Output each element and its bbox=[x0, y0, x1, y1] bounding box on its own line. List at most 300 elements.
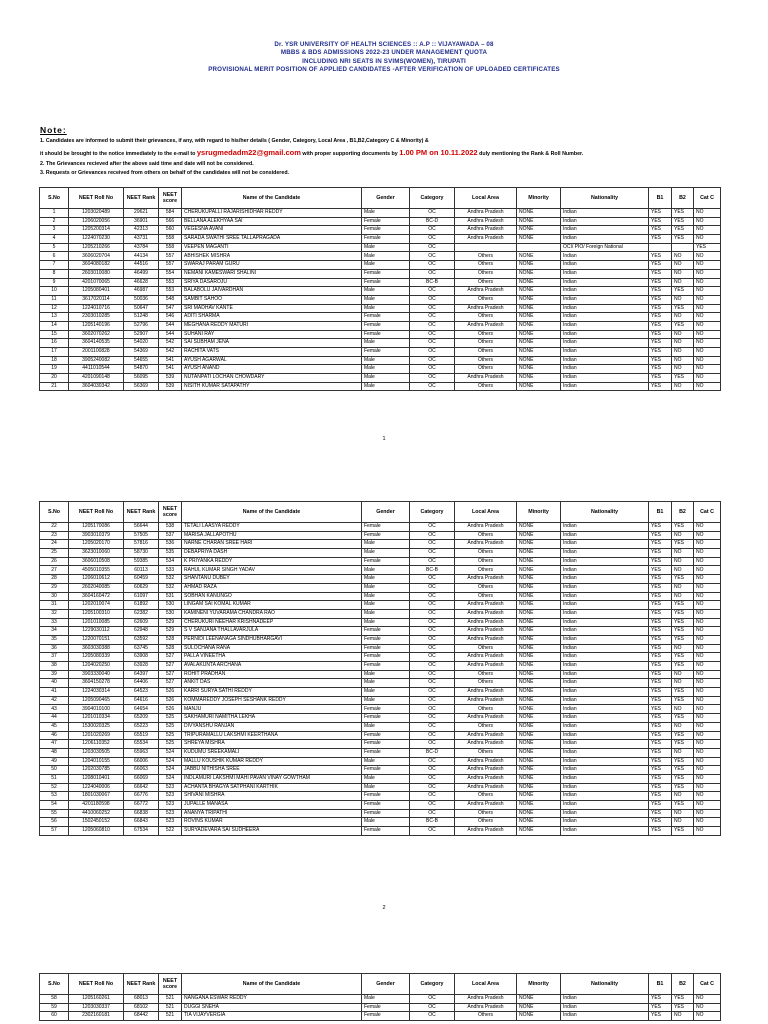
cell-catc: NO bbox=[694, 679, 721, 688]
cell-sno: 45 bbox=[40, 722, 69, 731]
cell-rank: 63592 bbox=[124, 635, 159, 644]
cell-gender: Male bbox=[362, 679, 410, 688]
cell-local: Others bbox=[455, 365, 517, 374]
cell-local: Others bbox=[455, 261, 517, 270]
cell-local: Others bbox=[455, 809, 517, 818]
cell-gender: Male bbox=[362, 540, 410, 549]
column-header-name: Name of the Candidate bbox=[182, 974, 362, 995]
cell-catc: NO bbox=[694, 321, 721, 330]
cell-b1: YES bbox=[649, 592, 672, 601]
cell-b2: YES bbox=[672, 731, 694, 740]
cell-rank: 52907 bbox=[124, 330, 159, 339]
cell-b2: YES bbox=[672, 540, 694, 549]
cell-catc: NO bbox=[694, 278, 721, 287]
cell-name: VEEPEN MAGANTI bbox=[182, 243, 362, 252]
note-line-2-c: duly mentioning the Rank & Roll Number. bbox=[479, 151, 584, 157]
cell-roll: 1204010155 bbox=[69, 757, 124, 766]
cell-score: 523 bbox=[159, 818, 182, 827]
cell-roll: 3903330040 bbox=[69, 670, 124, 679]
cell-local: Others bbox=[455, 313, 517, 322]
cell-nationality: Indian bbox=[561, 566, 649, 575]
cell-roll: 3904010100 bbox=[69, 705, 124, 714]
cell-nationality: Indian bbox=[561, 801, 649, 810]
cell-nationality: Indian bbox=[561, 774, 649, 783]
table-row bbox=[40, 670, 721, 679]
cell-minority: NONE bbox=[517, 531, 561, 540]
page-number-1: 1 bbox=[382, 436, 386, 442]
cell-sno: 15 bbox=[40, 330, 69, 339]
cell-name: AVALAKUNTA ARCHANA bbox=[182, 662, 362, 671]
cell-sno: 35 bbox=[40, 635, 69, 644]
cell-category: BC-D bbox=[410, 217, 455, 226]
cell-rank: 62609 bbox=[124, 618, 159, 627]
cell-gender: Male bbox=[362, 295, 410, 304]
column-header-gender: Gender bbox=[362, 974, 410, 995]
cell-category: OC bbox=[410, 382, 455, 391]
cell-sno: 25 bbox=[40, 549, 69, 558]
cell-gender: Female bbox=[362, 731, 410, 740]
cell-nationality: Indian bbox=[561, 1003, 649, 1012]
cell-category: BC-B bbox=[410, 566, 455, 575]
cell-sno: 49 bbox=[40, 757, 69, 766]
table-row bbox=[40, 566, 721, 575]
cell-b2: YES bbox=[672, 374, 694, 383]
cell-catc: NO bbox=[694, 209, 721, 218]
table-row bbox=[40, 722, 721, 731]
cell-category: OC bbox=[410, 523, 455, 532]
cell-gender: Female bbox=[362, 217, 410, 226]
cell-b2: NO bbox=[672, 679, 694, 688]
cell-minority: NONE bbox=[517, 688, 561, 697]
cell-score: 548 bbox=[159, 295, 182, 304]
cell-name: KOMMAREDDY JOSEPH SESHANK REDDY bbox=[182, 696, 362, 705]
cell-name: NISITH KUMAR SATAPATHY bbox=[182, 382, 362, 391]
cell-nationality: Indian bbox=[561, 382, 649, 391]
cell-sno: 13 bbox=[40, 313, 69, 322]
note-line-2-b: with proper supporting documents by bbox=[302, 151, 398, 157]
cell-roll: 4201180598 bbox=[69, 801, 124, 810]
cell-gender: Male bbox=[362, 618, 410, 627]
cell-local: Andhra Pradesh bbox=[455, 523, 517, 532]
cell-rank: 43784 bbox=[124, 243, 159, 252]
cell-sno: 7 bbox=[40, 261, 69, 270]
table-row bbox=[40, 313, 721, 322]
cell-b1: YES bbox=[649, 783, 672, 792]
cell-name: SRIYA DASAROJU bbox=[182, 278, 362, 287]
cell-nationality: Indian bbox=[561, 295, 649, 304]
cell-score: 525 bbox=[159, 714, 182, 723]
column-header-nationality: Nationality bbox=[561, 188, 649, 209]
cell-rank: 57816 bbox=[124, 540, 159, 549]
cell-gender: Male bbox=[362, 382, 410, 391]
cell-minority: NONE bbox=[517, 252, 561, 261]
cell-rank: 46987 bbox=[124, 287, 159, 296]
cell-sno: 43 bbox=[40, 705, 69, 714]
cell-rank: 63928 bbox=[124, 662, 159, 671]
cell-rank: 66006 bbox=[124, 757, 159, 766]
cell-catc: NO bbox=[694, 339, 721, 348]
cell-score: 526 bbox=[159, 696, 182, 705]
cell-b2: NO bbox=[672, 382, 694, 391]
cell-catc: NO bbox=[694, 696, 721, 705]
cell-category: OC bbox=[410, 365, 455, 374]
cell-rank: 63908 bbox=[124, 653, 159, 662]
cell-b2: YES bbox=[672, 618, 694, 627]
cell-category: OC bbox=[410, 209, 455, 218]
cell-local: Andhra Pradesh bbox=[455, 627, 517, 636]
cell-score: 535 bbox=[159, 549, 182, 558]
cell-nationality: Indian bbox=[561, 827, 649, 836]
cell-local: Others bbox=[455, 705, 517, 714]
cell-minority: NONE bbox=[517, 356, 561, 365]
cell-roll: 1205160261 bbox=[69, 995, 124, 1004]
cell-catc: NO bbox=[694, 818, 721, 827]
cell-minority: NONE bbox=[517, 722, 561, 731]
cell-sno: 32 bbox=[40, 609, 69, 618]
table-row bbox=[40, 731, 721, 740]
cell-gender: Male bbox=[362, 304, 410, 313]
cell-name: KAMINENI YUVARAMA CHANDRA RAO bbox=[182, 609, 362, 618]
table-row bbox=[40, 592, 721, 601]
cell-score: 538 bbox=[159, 523, 182, 532]
cell-category: OC bbox=[410, 653, 455, 662]
column-header-rank: NEET Rank bbox=[124, 974, 159, 995]
table-row bbox=[40, 995, 721, 1004]
cell-b2: NO bbox=[672, 566, 694, 575]
cell-b2: YES bbox=[672, 688, 694, 697]
cell-catc: NO bbox=[694, 356, 721, 365]
cell-gender: Male bbox=[362, 583, 410, 592]
table-row bbox=[40, 549, 721, 558]
cell-nationality: Indian bbox=[561, 609, 649, 618]
cell-minority: NONE bbox=[517, 740, 561, 749]
cell-minority: NONE bbox=[517, 618, 561, 627]
column-header-gender: Gender bbox=[362, 188, 410, 209]
cell-b2: NO bbox=[672, 330, 694, 339]
cell-sno: 26 bbox=[40, 557, 69, 566]
cell-name: BELLANA ALEKHYAA SAI bbox=[182, 217, 362, 226]
cell-local: Andhra Pradesh bbox=[455, 374, 517, 383]
cell-category: OC bbox=[410, 374, 455, 383]
cell-local: Others bbox=[455, 382, 517, 391]
cell-score: 524 bbox=[159, 757, 182, 766]
cell-nationality: Indian bbox=[561, 252, 649, 261]
cell-gender: Female bbox=[362, 740, 410, 749]
column-header-gender: Gender bbox=[362, 502, 410, 523]
cell-catc: NO bbox=[694, 592, 721, 601]
cell-local: Others bbox=[455, 330, 517, 339]
cell-score: 530 bbox=[159, 601, 182, 610]
cell-gender: Female bbox=[362, 269, 410, 278]
cell-name: CHERUKURI NEEHAR KRISHNADEEP bbox=[182, 618, 362, 627]
cell-local: Andhra Pradesh bbox=[455, 662, 517, 671]
cell-sno: 2 bbox=[40, 217, 69, 226]
cell-score: 523 bbox=[159, 783, 182, 792]
cell-roll: 3602070262 bbox=[69, 330, 124, 339]
cell-category: OC bbox=[410, 261, 455, 270]
cell-name: SURYADEVARA SAI SUDHEERA bbox=[182, 827, 362, 836]
cell-score: 527 bbox=[159, 662, 182, 671]
cell-name: SHANTANU DUBEY bbox=[182, 575, 362, 584]
column-header-nationality: Nationality bbox=[561, 974, 649, 995]
cell-roll: 1205210266 bbox=[69, 243, 124, 252]
cell-catc: NO bbox=[694, 731, 721, 740]
column-header-rank: NEET Rank bbox=[124, 502, 159, 523]
cell-roll: 1224040006 bbox=[69, 783, 124, 792]
table-row bbox=[40, 635, 721, 644]
column-header-category: Category bbox=[410, 188, 455, 209]
cell-b1: YES bbox=[649, 809, 672, 818]
table-row bbox=[40, 374, 721, 383]
cell-b1: YES bbox=[649, 261, 672, 270]
cell-rank: 66642 bbox=[124, 783, 159, 792]
cell-gender: Male bbox=[362, 356, 410, 365]
cell-b2: YES bbox=[672, 226, 694, 235]
cell-b1 bbox=[649, 243, 672, 252]
cell-local: Andhra Pradesh bbox=[455, 635, 517, 644]
cell-gender: Male bbox=[362, 287, 410, 296]
table-row bbox=[40, 662, 721, 671]
cell-minority: NONE bbox=[517, 235, 561, 244]
table-row bbox=[40, 818, 721, 827]
cell-b1: YES bbox=[649, 688, 672, 697]
cell-score: 542 bbox=[159, 339, 182, 348]
cell-b1: YES bbox=[649, 278, 672, 287]
grievance-email-link[interactable]: ysrugmedadm22@gmail.com bbox=[196, 148, 301, 157]
cell-b1: YES bbox=[649, 696, 672, 705]
table-row bbox=[40, 278, 721, 287]
cell-minority: NONE bbox=[517, 523, 561, 532]
cell-roll: 2001100828 bbox=[69, 348, 124, 357]
cell-name: AYUSH ANAND bbox=[182, 365, 362, 374]
cell-roll: 1801030067 bbox=[69, 792, 124, 801]
cell-gender: Female bbox=[362, 662, 410, 671]
cell-sno: 60 bbox=[40, 1012, 69, 1021]
cell-name: KUDUMU SREEKAMALI bbox=[182, 748, 362, 757]
cell-minority: NONE bbox=[517, 818, 561, 827]
cell-catc: NO bbox=[694, 365, 721, 374]
cell-local: Andhra Pradesh bbox=[455, 714, 517, 723]
column-header-roll: NEET Roll No bbox=[69, 188, 124, 209]
cell-b2: NO bbox=[672, 722, 694, 731]
cell-gender: Male bbox=[362, 783, 410, 792]
cell-b2: YES bbox=[672, 523, 694, 532]
cell-roll: 1205020170 bbox=[69, 540, 124, 549]
cell-b1: YES bbox=[649, 217, 672, 226]
cell-rank: 64397 bbox=[124, 670, 159, 679]
cell-b2: NO bbox=[672, 705, 694, 714]
cell-category: OC bbox=[410, 679, 455, 688]
cell-b1: YES bbox=[649, 321, 672, 330]
cell-catc: NO bbox=[694, 748, 721, 757]
cell-gender: Female bbox=[362, 809, 410, 818]
cell-rank: 54369 bbox=[124, 348, 159, 357]
cell-nationality: Indian bbox=[561, 722, 649, 731]
cell-category: OC bbox=[410, 783, 455, 792]
table-row bbox=[40, 523, 721, 532]
column-header-roll: NEET Roll No bbox=[69, 974, 124, 995]
cell-rank: 42313 bbox=[124, 226, 159, 235]
cell-rank: 65963 bbox=[124, 748, 159, 757]
cell-b1: YES bbox=[649, 1012, 672, 1021]
cell-roll: 1205060810 bbox=[69, 827, 124, 836]
cell-rank: 68013 bbox=[124, 995, 159, 1004]
cell-category: OC bbox=[410, 731, 455, 740]
cell-minority: NONE bbox=[517, 278, 561, 287]
cell-nationality: Indian bbox=[561, 766, 649, 775]
cell-name: TIA VIJAYVERGIA bbox=[182, 1012, 362, 1021]
cell-nationality: Indian bbox=[561, 235, 649, 244]
cell-name: SWARAJ PARAM GURU bbox=[182, 261, 362, 270]
cell-minority: NONE bbox=[517, 635, 561, 644]
cell-minority: NONE bbox=[517, 644, 561, 653]
cell-sno: 31 bbox=[40, 601, 69, 610]
cell-category: OC bbox=[410, 792, 455, 801]
cell-category: OC bbox=[410, 722, 455, 731]
cell-name: NEMANI KAMESWARI SHALINI bbox=[182, 269, 362, 278]
cell-category: OC bbox=[410, 618, 455, 627]
cell-gender: Male bbox=[362, 592, 410, 601]
cell-b1: YES bbox=[649, 304, 672, 313]
cell-b2: NO bbox=[672, 549, 694, 558]
cell-name: DUGGI SNEHA bbox=[182, 1003, 362, 1012]
cell-b2: YES bbox=[672, 740, 694, 749]
cell-rank: 57505 bbox=[124, 531, 159, 540]
table-row bbox=[40, 540, 721, 549]
cell-sno: 50 bbox=[40, 766, 69, 775]
cell-b1: YES bbox=[649, 252, 672, 261]
cell-score: 525 bbox=[159, 740, 182, 749]
cell-sno: 33 bbox=[40, 618, 69, 627]
column-header-category: Category bbox=[410, 974, 455, 995]
cell-local: Andhra Pradesh bbox=[455, 995, 517, 1004]
cell-nationality: Indian bbox=[561, 601, 649, 610]
cell-minority: NONE bbox=[517, 748, 561, 757]
table-row bbox=[40, 688, 721, 697]
cell-name: ACHANTA BHAGYA SATPHANI KARTHIK bbox=[182, 783, 362, 792]
cell-gender: Female bbox=[362, 531, 410, 540]
cell-sno: 30 bbox=[40, 592, 69, 601]
cell-b1: YES bbox=[649, 635, 672, 644]
cell-nationality: Indian bbox=[561, 374, 649, 383]
cell-local: Others bbox=[455, 549, 517, 558]
cell-local: Andhra Pradesh bbox=[455, 827, 517, 836]
cell-sno: 4 bbox=[40, 235, 69, 244]
cell-nationality: Indian bbox=[561, 1012, 649, 1021]
cell-sno: 17 bbox=[40, 348, 69, 357]
cell-b2: YES bbox=[672, 635, 694, 644]
cell-gender: Male bbox=[362, 339, 410, 348]
cell-b2: NO bbox=[672, 583, 694, 592]
cell-category: OC bbox=[410, 809, 455, 818]
cell-name: PERNIDI LEENANAGA SINDHUBHARGAVI bbox=[182, 635, 362, 644]
cell-rank: 65223 bbox=[124, 722, 159, 731]
cell-gender: Female bbox=[362, 766, 410, 775]
cell-local: Andhra Pradesh bbox=[455, 540, 517, 549]
table-row bbox=[40, 261, 721, 270]
cell-minority: NONE bbox=[517, 757, 561, 766]
cell-score: 553 bbox=[159, 287, 182, 296]
cell-catc: NO bbox=[694, 1003, 721, 1012]
cell-sno: 52 bbox=[40, 783, 69, 792]
cell-name: RACHITA VATS bbox=[182, 348, 362, 357]
cell-b1: YES bbox=[649, 731, 672, 740]
cell-b1: YES bbox=[649, 583, 672, 592]
cell-category: BC-B bbox=[410, 818, 455, 827]
cell-roll: 4410060252 bbox=[69, 809, 124, 818]
cell-minority: NONE bbox=[517, 287, 561, 296]
table-row bbox=[40, 330, 721, 339]
note-line-1: 1. Candidates are informed to submit their grievances, if any, with regard to his/her details ( Gender, Category, Local Area , B1,B2,Category C & Minority) & bbox=[40, 138, 429, 144]
cell-b1: YES bbox=[649, 679, 672, 688]
cell-catc: NO bbox=[694, 644, 721, 653]
table-row bbox=[40, 809, 721, 818]
table-row bbox=[40, 348, 721, 357]
cell-rank: 58730 bbox=[124, 549, 159, 558]
cell-score: 557 bbox=[159, 252, 182, 261]
cell-name: SRI MADHAV KANTE bbox=[182, 304, 362, 313]
column-header-name: Name of the Candidate bbox=[182, 188, 362, 209]
cell-score: 521 bbox=[159, 1012, 182, 1021]
cell-score: 544 bbox=[159, 321, 182, 330]
cell-nationality: Indian bbox=[561, 523, 649, 532]
cell-minority: NONE bbox=[517, 540, 561, 549]
cell-b1: YES bbox=[649, 766, 672, 775]
cell-b1: YES bbox=[649, 1003, 672, 1012]
cell-roll: 1205200314 bbox=[69, 226, 124, 235]
cell-b2: NO bbox=[672, 809, 694, 818]
cell-name: AYUSH AGARWAL bbox=[182, 356, 362, 365]
cell-local: Andhra Pradesh bbox=[455, 287, 517, 296]
cell-score: 531 bbox=[159, 592, 182, 601]
cell-catc: NO bbox=[694, 531, 721, 540]
cell-gender: Female bbox=[362, 1012, 410, 1021]
cell-catc: NO bbox=[694, 566, 721, 575]
cell-score: 530 bbox=[159, 609, 182, 618]
cell-name: MEGHANA REDDY MATURI bbox=[182, 321, 362, 330]
cell-roll: 1205170086 bbox=[69, 523, 124, 532]
cell-category: OC bbox=[410, 583, 455, 592]
cell-minority: NONE bbox=[517, 705, 561, 714]
cell-sno: 24 bbox=[40, 540, 69, 549]
cell-nationality: Indian bbox=[561, 583, 649, 592]
cell-sno: 21 bbox=[40, 382, 69, 391]
cell-b1: YES bbox=[649, 818, 672, 827]
cell-catc: NO bbox=[694, 330, 721, 339]
cell-nationality: Indian bbox=[561, 313, 649, 322]
cell-b1: YES bbox=[649, 235, 672, 244]
cell-catc: NO bbox=[694, 801, 721, 810]
cell-roll: 1205080401 bbox=[69, 287, 124, 296]
cell-nationality: Indian bbox=[561, 783, 649, 792]
column-header-nationality: Nationality bbox=[561, 502, 649, 523]
cell-gender: Female bbox=[362, 653, 410, 662]
cell-roll: 3604030342 bbox=[69, 382, 124, 391]
cell-minority: NONE bbox=[517, 374, 561, 383]
cell-local: Andhra Pradesh bbox=[455, 321, 517, 330]
cell-category: OC bbox=[410, 740, 455, 749]
cell-sno: 19 bbox=[40, 365, 69, 374]
cell-gender: Male bbox=[362, 757, 410, 766]
cell-sno: 56 bbox=[40, 818, 69, 827]
cell-local: Others bbox=[455, 348, 517, 357]
cell-category: OC bbox=[410, 226, 455, 235]
cell-local: Others bbox=[455, 748, 517, 757]
cell-minority: NONE bbox=[517, 696, 561, 705]
cell-category: OC bbox=[410, 540, 455, 549]
table-row bbox=[40, 740, 721, 749]
cell-name: DIVYANSHU RANJAN bbox=[182, 722, 362, 731]
